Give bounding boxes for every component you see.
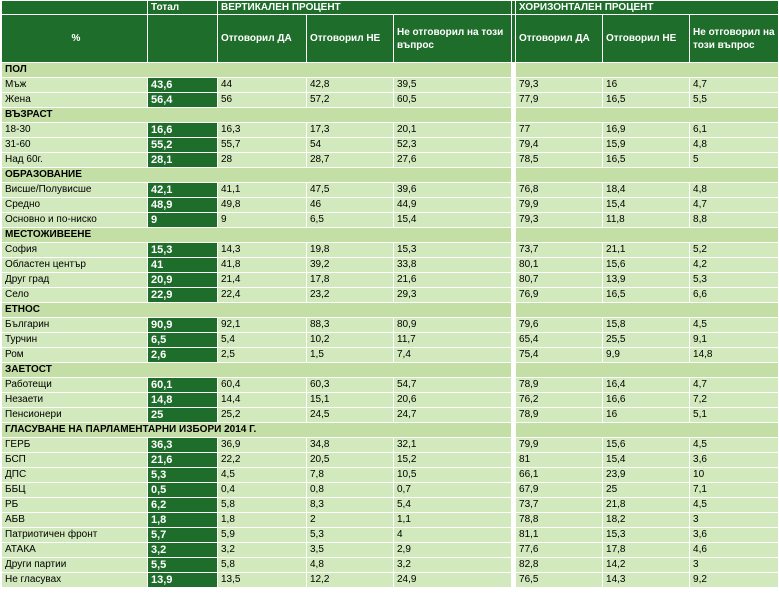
header-v-yes: Отговорил ДА <box>218 15 307 63</box>
cell-h-yes: 78,5 <box>516 153 603 168</box>
cell-v-na: 10,5 <box>394 468 512 483</box>
cell-h-na: 3 <box>690 513 779 528</box>
table-row <box>2 318 779 333</box>
cell-v-na: 1,1 <box>394 513 512 528</box>
cell-h-yes: 77 <box>516 123 603 138</box>
cell-h-na: 9,2 <box>690 573 779 588</box>
section-header-row <box>2 108 779 123</box>
cell-h-na: 5,3 <box>690 273 779 288</box>
section-header-row <box>2 228 779 243</box>
cell-v-no: 3,5 <box>307 543 394 558</box>
cell-h-no: 14,3 <box>603 573 690 588</box>
table-row <box>2 483 779 498</box>
row-label: АБВ <box>2 513 148 528</box>
cell-v-na: 4 <box>394 528 512 543</box>
row-label: София <box>2 243 148 258</box>
table-row <box>2 498 779 513</box>
table-row <box>2 153 779 168</box>
table-row <box>2 513 779 528</box>
cell-h-no: 16,5 <box>603 153 690 168</box>
row-total: 5,3 <box>148 468 218 483</box>
row-label: Жена <box>2 93 148 108</box>
section-header-row <box>2 423 779 438</box>
section-title: ГЛАСУВАНЕ НА ПАРЛАМЕНТАРНИ ИЗБОРИ 2014 Г. <box>2 423 512 438</box>
cell-h-yes: 76,2 <box>516 393 603 408</box>
cell-h-na: 4,6 <box>690 543 779 558</box>
cell-h-no: 15,8 <box>603 318 690 333</box>
cell-v-yes: 14,4 <box>218 393 307 408</box>
section-right-empty <box>516 168 779 183</box>
row-total: 20,9 <box>148 273 218 288</box>
cell-h-no: 21,1 <box>603 243 690 258</box>
row-total: 22,9 <box>148 288 218 303</box>
row-label: РБ <box>2 498 148 513</box>
cell-h-na: 4,7 <box>690 198 779 213</box>
cell-h-no: 16 <box>603 408 690 423</box>
cell-h-no: 9,9 <box>603 348 690 363</box>
cell-h-yes: 73,7 <box>516 498 603 513</box>
row-total: 1,8 <box>148 513 218 528</box>
cell-h-yes: 82,8 <box>516 558 603 573</box>
table-row <box>2 198 779 213</box>
cell-v-yes: 16,3 <box>218 123 307 138</box>
table-row <box>2 273 779 288</box>
row-label: Средно <box>2 198 148 213</box>
row-label: Патриотичен фронт <box>2 528 148 543</box>
section-right-empty <box>516 303 779 318</box>
row-label: Турчин <box>2 333 148 348</box>
row-label: Основно и по-ниско <box>2 213 148 228</box>
cell-v-na: 11,7 <box>394 333 512 348</box>
cell-h-yes: 80,1 <box>516 258 603 273</box>
cell-v-na: 2,9 <box>394 543 512 558</box>
header-empty <box>2 1 148 15</box>
section-title: МЕСТОЖИВЕЕНЕ <box>2 228 512 243</box>
cell-v-na: 24,7 <box>394 408 512 423</box>
cell-v-yes: 41,1 <box>218 183 307 198</box>
table-row <box>2 78 779 93</box>
cell-v-yes: 4,5 <box>218 468 307 483</box>
cell-h-no: 16,4 <box>603 378 690 393</box>
cell-v-no: 88,3 <box>307 318 394 333</box>
header-vertical-title: ВЕРТИКАЛЕН ПРОЦЕНТ <box>218 1 512 15</box>
cell-v-na: 21,6 <box>394 273 512 288</box>
cell-h-na: 3,6 <box>690 528 779 543</box>
cell-h-no: 14,2 <box>603 558 690 573</box>
cell-v-no: 0,8 <box>307 483 394 498</box>
cell-h-na: 14,8 <box>690 348 779 363</box>
cell-v-yes: 5,9 <box>218 528 307 543</box>
cell-h-yes: 81,1 <box>516 528 603 543</box>
cell-h-na: 6,6 <box>690 288 779 303</box>
cell-v-yes: 21,4 <box>218 273 307 288</box>
table-row <box>2 123 779 138</box>
row-label: Над 60г. <box>2 153 148 168</box>
cell-h-yes: 67,9 <box>516 483 603 498</box>
cell-h-no: 16,9 <box>603 123 690 138</box>
cell-h-no: 15,4 <box>603 453 690 468</box>
header-pct: % <box>2 15 148 63</box>
cell-v-na: 39,6 <box>394 183 512 198</box>
cell-v-na: 15,4 <box>394 213 512 228</box>
row-label: Други партии <box>2 558 148 573</box>
cell-v-no: 2 <box>307 513 394 528</box>
cell-h-yes: 78,9 <box>516 378 603 393</box>
cell-v-yes: 60,4 <box>218 378 307 393</box>
table-row <box>2 543 779 558</box>
row-total: 2,6 <box>148 348 218 363</box>
table-row <box>2 138 779 153</box>
cell-h-na: 4,5 <box>690 498 779 513</box>
cell-h-no: 15,9 <box>603 138 690 153</box>
cell-h-na: 4,7 <box>690 78 779 93</box>
cell-h-na: 8,8 <box>690 213 779 228</box>
row-total: 9 <box>148 213 218 228</box>
cell-v-na: 27,6 <box>394 153 512 168</box>
cell-v-no: 15,1 <box>307 393 394 408</box>
cell-v-no: 47,5 <box>307 183 394 198</box>
row-total: 90,9 <box>148 318 218 333</box>
cell-h-yes: 77,6 <box>516 543 603 558</box>
cell-v-na: 60,5 <box>394 93 512 108</box>
row-label: Пенсионери <box>2 408 148 423</box>
cell-h-na: 5,1 <box>690 408 779 423</box>
cell-h-yes: 76,8 <box>516 183 603 198</box>
cell-h-no: 11,8 <box>603 213 690 228</box>
row-total: 48,9 <box>148 198 218 213</box>
cell-v-yes: 5,8 <box>218 498 307 513</box>
cell-h-na: 5,5 <box>690 93 779 108</box>
row-total: 36,3 <box>148 438 218 453</box>
cell-h-na: 3 <box>690 558 779 573</box>
section-title: ВЪЗРАСТ <box>2 108 512 123</box>
cell-v-yes: 13,5 <box>218 573 307 588</box>
cell-v-na: 15,2 <box>394 453 512 468</box>
cell-v-yes: 36,9 <box>218 438 307 453</box>
cell-h-yes: 76,9 <box>516 288 603 303</box>
cell-h-yes: 77,9 <box>516 93 603 108</box>
header-row-top <box>2 1 779 15</box>
cell-v-no: 5,3 <box>307 528 394 543</box>
table-row <box>2 408 779 423</box>
cell-v-na: 39,5 <box>394 78 512 93</box>
cell-h-no: 18,4 <box>603 183 690 198</box>
cell-v-yes: 5,4 <box>218 333 307 348</box>
row-total: 15,3 <box>148 243 218 258</box>
row-total: 6,5 <box>148 333 218 348</box>
cell-v-yes: 0,4 <box>218 483 307 498</box>
table-row <box>2 93 779 108</box>
table-row <box>2 393 779 408</box>
table-row <box>2 213 779 228</box>
section-header-row <box>2 303 779 318</box>
table-row <box>2 468 779 483</box>
cell-h-na: 4,8 <box>690 183 779 198</box>
table-row <box>2 573 779 588</box>
cell-h-yes: 79,9 <box>516 438 603 453</box>
cell-v-yes: 49,8 <box>218 198 307 213</box>
header-total-empty <box>148 15 218 63</box>
row-total: 5,5 <box>148 558 218 573</box>
cell-v-no: 6,5 <box>307 213 394 228</box>
row-label: Висше/Полувисше <box>2 183 148 198</box>
cell-h-yes: 78,9 <box>516 408 603 423</box>
cell-v-no: 54 <box>307 138 394 153</box>
cell-h-no: 15,3 <box>603 528 690 543</box>
cell-v-no: 7,8 <box>307 468 394 483</box>
cell-v-no: 1,5 <box>307 348 394 363</box>
section-right-empty <box>516 63 779 78</box>
table-row <box>2 558 779 573</box>
row-total: 41 <box>148 258 218 273</box>
cell-h-no: 15,4 <box>603 198 690 213</box>
table-row <box>2 528 779 543</box>
cell-v-no: 24,5 <box>307 408 394 423</box>
cell-v-yes: 2,5 <box>218 348 307 363</box>
section-header-row <box>2 168 779 183</box>
cell-h-na: 6,1 <box>690 123 779 138</box>
section-title: ПОЛ <box>2 63 512 78</box>
cell-v-no: 10,2 <box>307 333 394 348</box>
cell-v-no: 60,3 <box>307 378 394 393</box>
cell-h-yes: 79,3 <box>516 78 603 93</box>
cell-v-yes: 9 <box>218 213 307 228</box>
row-total: 21,6 <box>148 453 218 468</box>
crosstab-table <box>1 0 779 588</box>
cell-v-yes: 55,7 <box>218 138 307 153</box>
cell-v-yes: 41,8 <box>218 258 307 273</box>
cell-v-na: 20,6 <box>394 393 512 408</box>
cell-v-no: 20,5 <box>307 453 394 468</box>
row-label: ББЦ <box>2 483 148 498</box>
cell-h-no: 16,5 <box>603 288 690 303</box>
cell-v-no: 8,3 <box>307 498 394 513</box>
header-total: Тотал <box>148 1 218 15</box>
table-row <box>2 288 779 303</box>
cell-h-no: 13,9 <box>603 273 690 288</box>
table-row <box>2 333 779 348</box>
row-total: 0,5 <box>148 483 218 498</box>
cell-h-no: 15,6 <box>603 258 690 273</box>
section-header-row <box>2 363 779 378</box>
cell-h-yes: 76,5 <box>516 573 603 588</box>
cell-v-no: 39,2 <box>307 258 394 273</box>
cell-v-yes: 56 <box>218 93 307 108</box>
table-row <box>2 438 779 453</box>
table-row <box>2 258 779 273</box>
cell-v-no: 57,2 <box>307 93 394 108</box>
cell-h-no: 25 <box>603 483 690 498</box>
cell-h-no: 16,5 <box>603 93 690 108</box>
row-label: БСП <box>2 453 148 468</box>
cell-h-yes: 66,1 <box>516 468 603 483</box>
cell-h-na: 3,6 <box>690 453 779 468</box>
cell-h-na: 7,2 <box>690 393 779 408</box>
cell-v-yes: 3,2 <box>218 543 307 558</box>
row-total: 42,1 <box>148 183 218 198</box>
section-header-row <box>2 63 779 78</box>
cell-v-yes: 14,3 <box>218 243 307 258</box>
cell-h-na: 4,8 <box>690 138 779 153</box>
cell-h-na: 10 <box>690 468 779 483</box>
header-h-no: Отговорил НЕ <box>603 15 690 63</box>
cell-v-no: 42,8 <box>307 78 394 93</box>
cell-v-yes: 25,2 <box>218 408 307 423</box>
section-right-empty <box>516 228 779 243</box>
row-total: 56,4 <box>148 93 218 108</box>
row-total: 55,2 <box>148 138 218 153</box>
cell-h-yes: 80,7 <box>516 273 603 288</box>
cell-h-yes: 78,8 <box>516 513 603 528</box>
cell-h-na: 5,2 <box>690 243 779 258</box>
cell-h-no: 17,8 <box>603 543 690 558</box>
cell-v-yes: 22,2 <box>218 453 307 468</box>
cell-v-na: 29,3 <box>394 288 512 303</box>
cell-v-na: 32,1 <box>394 438 512 453</box>
row-label: Работещи <box>2 378 148 393</box>
cell-v-no: 12,2 <box>307 573 394 588</box>
cell-h-no: 21,8 <box>603 498 690 513</box>
section-title: ЕТНОС <box>2 303 512 318</box>
cell-v-no: 28,7 <box>307 153 394 168</box>
cell-v-na: 7,4 <box>394 348 512 363</box>
cell-h-no: 16,6 <box>603 393 690 408</box>
cell-v-na: 52,3 <box>394 138 512 153</box>
row-total: 5,7 <box>148 528 218 543</box>
row-label: Друг град <box>2 273 148 288</box>
cell-h-yes: 81 <box>516 453 603 468</box>
row-total: 14,8 <box>148 393 218 408</box>
row-label: Българин <box>2 318 148 333</box>
cell-h-yes: 75,4 <box>516 348 603 363</box>
header-h-yes: Отговорил ДА <box>516 15 603 63</box>
section-right-empty <box>516 108 779 123</box>
cell-v-na: 80,9 <box>394 318 512 333</box>
row-label: 18-30 <box>2 123 148 138</box>
cell-h-no: 25,5 <box>603 333 690 348</box>
row-total: 16,6 <box>148 123 218 138</box>
cell-h-yes: 79,4 <box>516 138 603 153</box>
row-total: 3,2 <box>148 543 218 558</box>
row-label: АТАКА <box>2 543 148 558</box>
header-row-columns <box>2 15 779 63</box>
row-label: 31-60 <box>2 138 148 153</box>
cell-v-yes: 22,4 <box>218 288 307 303</box>
cell-h-na: 4,7 <box>690 378 779 393</box>
table-row <box>2 243 779 258</box>
row-label: Не гласувах <box>2 573 148 588</box>
header-v-na: Не отговорил на този въпрос <box>394 15 512 63</box>
header-horizontal-title: ХОРИЗОНТАЛЕН ПРОЦЕНТ <box>516 1 779 15</box>
cell-v-no: 34,8 <box>307 438 394 453</box>
table-row <box>2 378 779 393</box>
cell-v-na: 3,2 <box>394 558 512 573</box>
cell-v-na: 33,8 <box>394 258 512 273</box>
cell-v-na: 5,4 <box>394 498 512 513</box>
table-row <box>2 348 779 363</box>
cell-v-no: 23,2 <box>307 288 394 303</box>
row-total: 28,1 <box>148 153 218 168</box>
header-h-na: Не отговорил на този въпрос <box>690 15 779 63</box>
cell-h-na: 4,5 <box>690 318 779 333</box>
cell-h-na: 4,5 <box>690 438 779 453</box>
cell-v-na: 20,1 <box>394 123 512 138</box>
row-label: Незаети <box>2 393 148 408</box>
section-right-empty <box>516 423 779 438</box>
row-total: 25 <box>148 408 218 423</box>
cell-v-na: 54,7 <box>394 378 512 393</box>
table-row <box>2 183 779 198</box>
row-label: Мъж <box>2 78 148 93</box>
table-row <box>2 453 779 468</box>
cell-h-yes: 65,4 <box>516 333 603 348</box>
section-right-empty <box>516 363 779 378</box>
cell-h-no: 15,6 <box>603 438 690 453</box>
cell-h-na: 9,1 <box>690 333 779 348</box>
cell-v-na: 0,7 <box>394 483 512 498</box>
cell-v-yes: 5,8 <box>218 558 307 573</box>
row-total: 13,9 <box>148 573 218 588</box>
section-title: ЗАЕТОСТ <box>2 363 512 378</box>
cell-v-na: 44,9 <box>394 198 512 213</box>
row-label: ГЕРБ <box>2 438 148 453</box>
cell-h-na: 5 <box>690 153 779 168</box>
cell-v-no: 17,8 <box>307 273 394 288</box>
cell-v-yes: 1,8 <box>218 513 307 528</box>
cell-v-no: 17,3 <box>307 123 394 138</box>
section-title: ОБРАЗОВАНИЕ <box>2 168 512 183</box>
cell-h-no: 23,9 <box>603 468 690 483</box>
cell-v-no: 46 <box>307 198 394 213</box>
row-label: ДПС <box>2 468 148 483</box>
cell-v-na: 15,3 <box>394 243 512 258</box>
cell-v-no: 4,8 <box>307 558 394 573</box>
row-total: 43,6 <box>148 78 218 93</box>
cell-v-na: 24,9 <box>394 573 512 588</box>
cell-v-no: 19,8 <box>307 243 394 258</box>
row-total: 6,2 <box>148 498 218 513</box>
cell-h-yes: 73,7 <box>516 243 603 258</box>
cell-h-no: 18,2 <box>603 513 690 528</box>
row-label: Областен център <box>2 258 148 273</box>
row-label: Ром <box>2 348 148 363</box>
cell-h-yes: 79,9 <box>516 198 603 213</box>
cell-h-no: 16 <box>603 78 690 93</box>
cell-h-yes: 79,3 <box>516 213 603 228</box>
cell-h-na: 7,1 <box>690 483 779 498</box>
row-total: 60,1 <box>148 378 218 393</box>
cell-v-yes: 28 <box>218 153 307 168</box>
cell-v-yes: 92,1 <box>218 318 307 333</box>
cell-h-na: 4,2 <box>690 258 779 273</box>
cell-h-yes: 79,6 <box>516 318 603 333</box>
cell-v-yes: 44 <box>218 78 307 93</box>
row-label: Село <box>2 288 148 303</box>
header-v-no: Отговорил НЕ <box>307 15 394 63</box>
